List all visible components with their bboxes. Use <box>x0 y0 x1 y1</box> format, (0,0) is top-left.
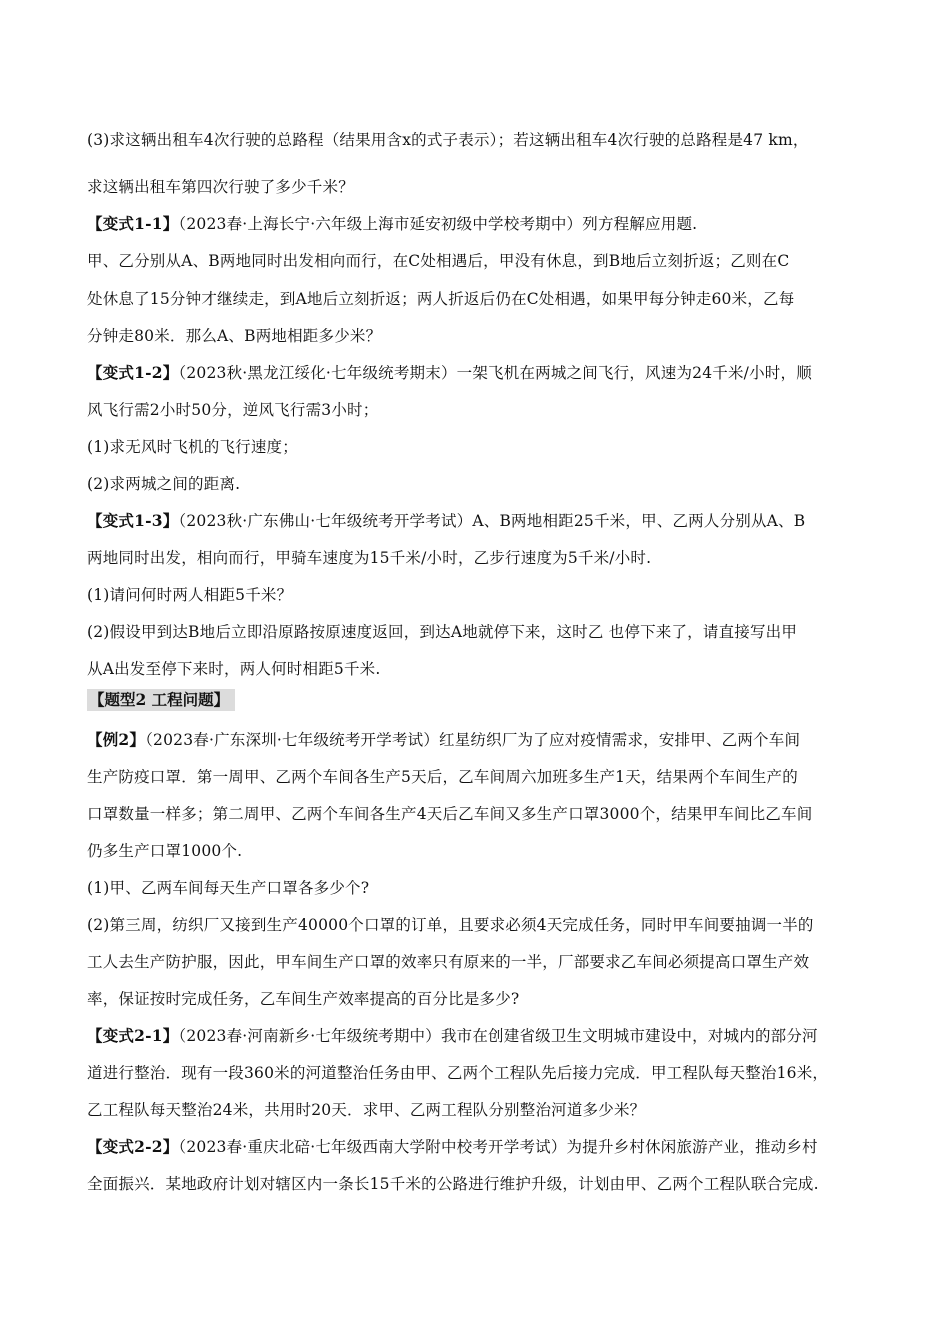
line-21: (1)甲、乙两车间每天生产口罩各多少个? <box>87 879 370 897</box>
line-20: 仍多生产口罩1000个. <box>87 842 243 860</box>
line-13: (1)请问何时两人相距5千米？ <box>87 586 293 604</box>
line-15: 从A出发至停下来时，两人何时相距5千米. <box>87 660 381 678</box>
problem-label: 【变式1-2】 <box>87 363 179 382</box>
problem-label: 【变式2-1】 <box>87 1026 179 1045</box>
line-5: 处休息了15分钟才继续走，到A地后立刻折返；两人折返后仍在C处相遇，如果甲每分钟走60米，乙每 <box>87 290 795 308</box>
line-1: (3)求这辆出租车4次行驶的总路程（结果用含x的式子表示）；若这辆出租车4次行驶的总路程是47 km， <box>87 131 809 149</box>
line-7: 【变式1-2】（2023秋·黑龙江绥化·七年级统考期末）一架飞机在两城之间飞行，风速为24千米/小时，顺 <box>87 363 812 382</box>
line-9: (1)求无风时飞机的飞行速度； <box>87 438 298 456</box>
line-26: 道进行整治．现有一段360米的河道整治任务由甲、乙两个工程队先后接力完成．甲工程队每天整治16米， <box>87 1064 829 1082</box>
line-18: 生产防疫口罩．第一周甲、乙两个车间各生产5天后，乙车间周六加班多生产1天，结果两个车间生产的 <box>87 768 798 786</box>
line-17: 【例2】（2023春·广东深圳·七年级统考开学考试）红星纺织厂为了应对疫情需求，安排甲、乙两个车间 <box>87 730 801 749</box>
line-28: 【变式2-2】（2023春·重庆北碚·七年级西南大学附中校考开学考试）为提升乡村休闲旅游产业，推动乡村 <box>87 1137 818 1156</box>
line-25: 【变式2-1】（2023春·河南新乡·七年级统考期中）我市在创建省级卫生文明城市建设中，对城内的部分河 <box>87 1026 818 1045</box>
problem-label: 【变式1-3】 <box>87 511 179 530</box>
line-2: 求这辆出租车第四次行驶了多少千米？ <box>87 178 354 196</box>
problem-label: 【变式2-2】 <box>87 1137 179 1156</box>
section-heading: 【题型2 工程问题】 <box>87 689 235 711</box>
line-11: 【变式1-3】（2023秋·广东佛山·七年级统考开学考试）A、B两地相距25千米，甲、乙两人分别从A、B <box>87 511 806 530</box>
line-22: (2)第三周，纺织厂又接到生产40000个口罩的订单，且要求必须4天完成任务，同时甲车间要抽调一半的 <box>87 916 814 934</box>
line-29: 全面振兴．某地政府计划对辖区内一条长15千米的公路进行维护升级，计划由甲、乙两个工程队联合完成. <box>87 1175 819 1193</box>
problem-label: 【例2】 <box>87 730 146 749</box>
line-3: 【变式1-1】（2023春·上海长宁·六年级上海市延安初级中学校考期中）列方程解应用题. <box>87 214 698 233</box>
line-6: 分钟走80米．那么A、B两地相距多少米？ <box>87 327 382 345</box>
line-19: 口罩数量一样多；第二周甲、乙两个车间各生产4天后乙车间又多生产口罩3000个，结果甲车间比乙车间 <box>87 805 813 823</box>
line-27: 乙工程队每天整治24米，共用时20天．求甲、乙两工程队分别整治河道多少米？ <box>87 1101 646 1119</box>
problem-label: 【变式1-1】 <box>87 214 179 233</box>
line-4: 甲、乙分别从A、B两地同时出发相向而行，在C处相遇后，甲没有休息，到B地后立刻折返；乙则在C <box>87 252 790 270</box>
line-10: (2)求两城之间的距离. <box>87 475 241 493</box>
line-24: 率，保证按时完成任务，乙车间生产效率提高的百分比是多少? <box>87 990 520 1008</box>
line-23: 工人去生产防护服，因此，甲车间生产口罩的效率只有原来的一半，厂部要求乙车间必须提高口罩生产效 <box>87 953 810 971</box>
line-12: 两地同时出发，相向而行，甲骑车速度为15千米/小时，乙步行速度为5千米/小时. <box>87 549 652 567</box>
line-14: (2)假设甲到达B地后立即沿原路按原速度返回，到达A地就停下来，这时乙 也停下来了，请直接写出甲 <box>87 623 798 641</box>
line-8: 风飞行需2小时50分，逆风飞行需3小时； <box>87 401 379 419</box>
